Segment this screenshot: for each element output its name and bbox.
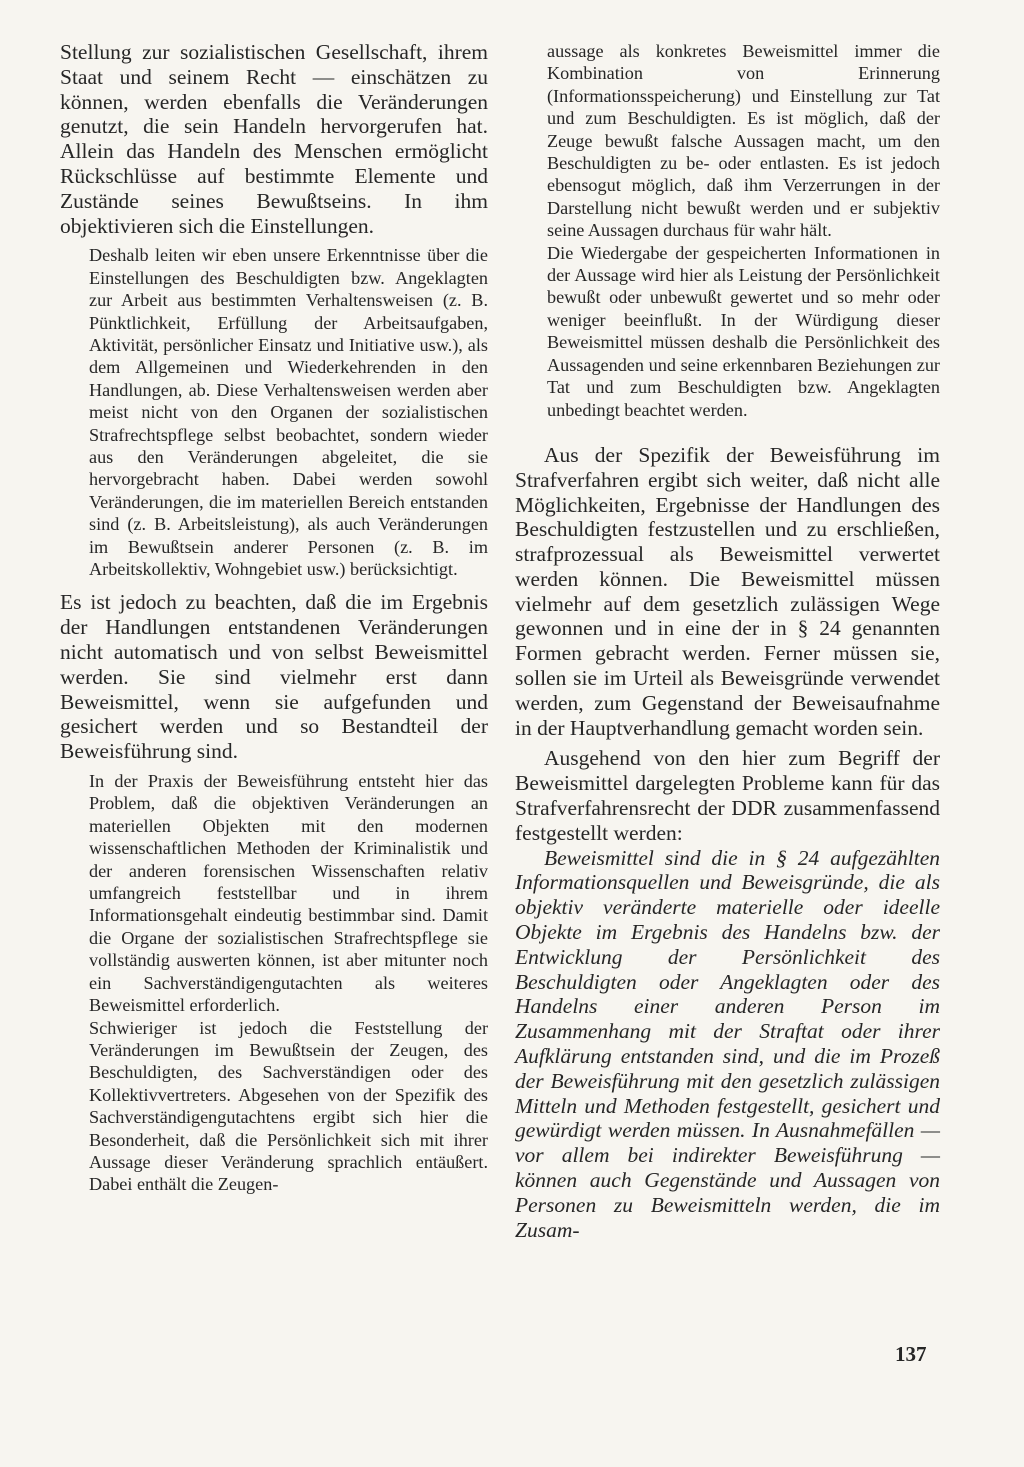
paragraph-right-3: Aus der Spezifik der Beweisführung im Strafverfahren ergibt sich weiter, daß nicht alle Möglichkeiten, Ergebnisse der Handlungen des Beschuldigten festzustellen und zu erschließen, strafprozessual als Beweismittel verwertet werden können. Die Beweismittel müssen vielmehr auf dem gesetzlich zulässigen Wege gewonnen und in eine der in § 24 genannten Formen gebracht werden. Ferner müssen sie, sollen sie im Urteil als Beweisgründe verwendet werden, zum Gegenstand der Beweisaufnahme in der Hauptverhandlung gemacht worden sein. [515, 442, 940, 740]
paragraph-right-2: Die Wiedergabe der gespeicherten Informationen in der Aussage wird hier als Leistung der Persönlichkeit bewußt oder unbewußt gewertet und so mehr oder weniger beeinflußt. In der Würdigung dieser Beweismittel müssen deshalb die Persönlichkeit des Aussagenden und seine erkennbaren Beziehungen zur Tat und zum Beschuldigten bzw. Angeklagten unbedingt beachtet werden. [547, 242, 940, 420]
indented-block-left-2 [60, 770, 488, 1196]
paragraph-left-2: Deshalb leiten wir eben unsere Erkenntnisse über die Einstellungen des Beschuldigten bzw. Angeklagten zur Arbeit aus bestimmten Verhaltensweisen (z. B. Pünktlichkeit, Erfüllung der Arbeitsaufgaben, Aktivität, persönlicher Einsatz und Initiative usw.), als dem Allgemeinen und Wiederkehrenden in den Handlungen, ab. Diese Verhaltensweisen werden aber meist nicht von den Organen der sozialistischen Strafrechtspflege selbst beobachtet, sondern wieder aus den Veränderungen abgeleitet, die sie hervorgebracht haben. Dabei werden sowohl Veränderungen, die im materiellen Bereich entstanden sind (z. B. Arbeitsleistung), als auch Veränderungen im Bewußtsein anderer Personen (z. B. im Arbeitskollektiv, Wohngebiet usw.) berücksichtigt. [89, 245, 488, 580]
paragraph-right-1: aussage als konkretes Beweismittel immer die Kombination von Erinnerung (Informationsspeicherung) und Einstellung zur Tat und zum Beschuldigten. Es ist möglich, daß der Zeuge bewußt falsche Aussagen macht, um den Beschuldigten zu be- oder entlasten. Es ist jedoch ebensogut möglich, daß ihm Verzerrungen in der Darstellung nicht bewußt werden und er subjektiv seine Aussagen durchaus für wahr hält. [547, 41, 940, 241]
paragraph-left-5: Schwieriger ist jedoch die Feststellung der Veränderungen im Bewußtsein der Zeugen, des Beschuldigten, des Sachverständigen oder des Kollektivvertreters. Abgesehen von der Spezifik des Sachverständigengutachtens ergibt sich hier die Besonderheit, daß die Persönlichkeit sich mit ihrer Aussage dieser Veränderung sprachlich entäußert. Dabei enthält die Zeugen- [89, 1017, 488, 1195]
indented-block-right [515, 40, 940, 421]
indented-block-left [60, 244, 488, 580]
definition-paragraph: Beweismittel sind die in § 24 aufgezählten Informationsquellen und Beweisgründe, die als objektiv veränderte materielle oder ideelle Objekte im Ergebnis des Handelns bzw. der Entwicklung der Persönlichkeit des Beschuldigten oder Angeklagten oder des Handelns einer anderen Person im Zusammenhang mit der Straftat oder ihrer Aufklärung entstanden sind, und die im Prozeß der Beweisführung mit den gesetzlich zulässigen Mitteln und Methoden festgestellt, gesichert und gewürdigt werden müssen. In Ausnahmefällen — vor allem bei indirekter Beweisführung — können auch Gegenstände und Aussagen von Personen zu Beweismitteln werden, die im Zusam- [515, 845, 940, 1242]
paragraph-left-4: In der Praxis der Beweisführung entsteht hier das Problem, daß die objektiven Veränderungen an materiellen Objekten mit den modernen wissenschaftlichen Methoden der Kriminalistik und der anderen forensischen Wissenschaften relativ umfangreich feststellbar und in ihrem Informationsgehalt eindeutig bestimmbar sind. Damit die Organe der sozialistischen Strafrechtspflege sie vollständig auswerten können, ist aber mitunter noch ein Sachverständigengutachten als weiteres Beweismittel erforderlich. [89, 771, 488, 1016]
page-number: 137 [895, 1342, 927, 1366]
paragraph-right-4: Ausgehend von den hier zum Begriff der Beweismittel dargelegten Probleme kann für das Strafverfahrensrecht der DDR zusammenfassend festgestellt werden: [515, 746, 940, 845]
paragraph-left-1: Stellung zur sozialistischen Gesellschaft, ihrem Staat und seinem Recht — einschätzen zu können, werden ebenfalls die Veränderungen genutzt, die sein Handeln hervorgerufen hat. Allein das Handeln des Menschen ermöglicht Rückschlüsse auf bestimmte Elemente und Zustände seines Bewußtseins. In ihm objektivieren sich die Einstellungen. [60, 40, 488, 238]
right-column [515, 40, 940, 1242]
paragraph-left-3: Es ist jedoch zu beachten, daß die im Ergebnis der Handlungen entstandenen Veränderungen nicht automatisch und von selbst Beweismittel werden. Sie sind vielmehr erst dann Beweismittel, wenn sie aufgefunden und gesichert werden und so Bestandteil der Beweisführung sind. [60, 590, 488, 764]
left-column [60, 40, 488, 1196]
